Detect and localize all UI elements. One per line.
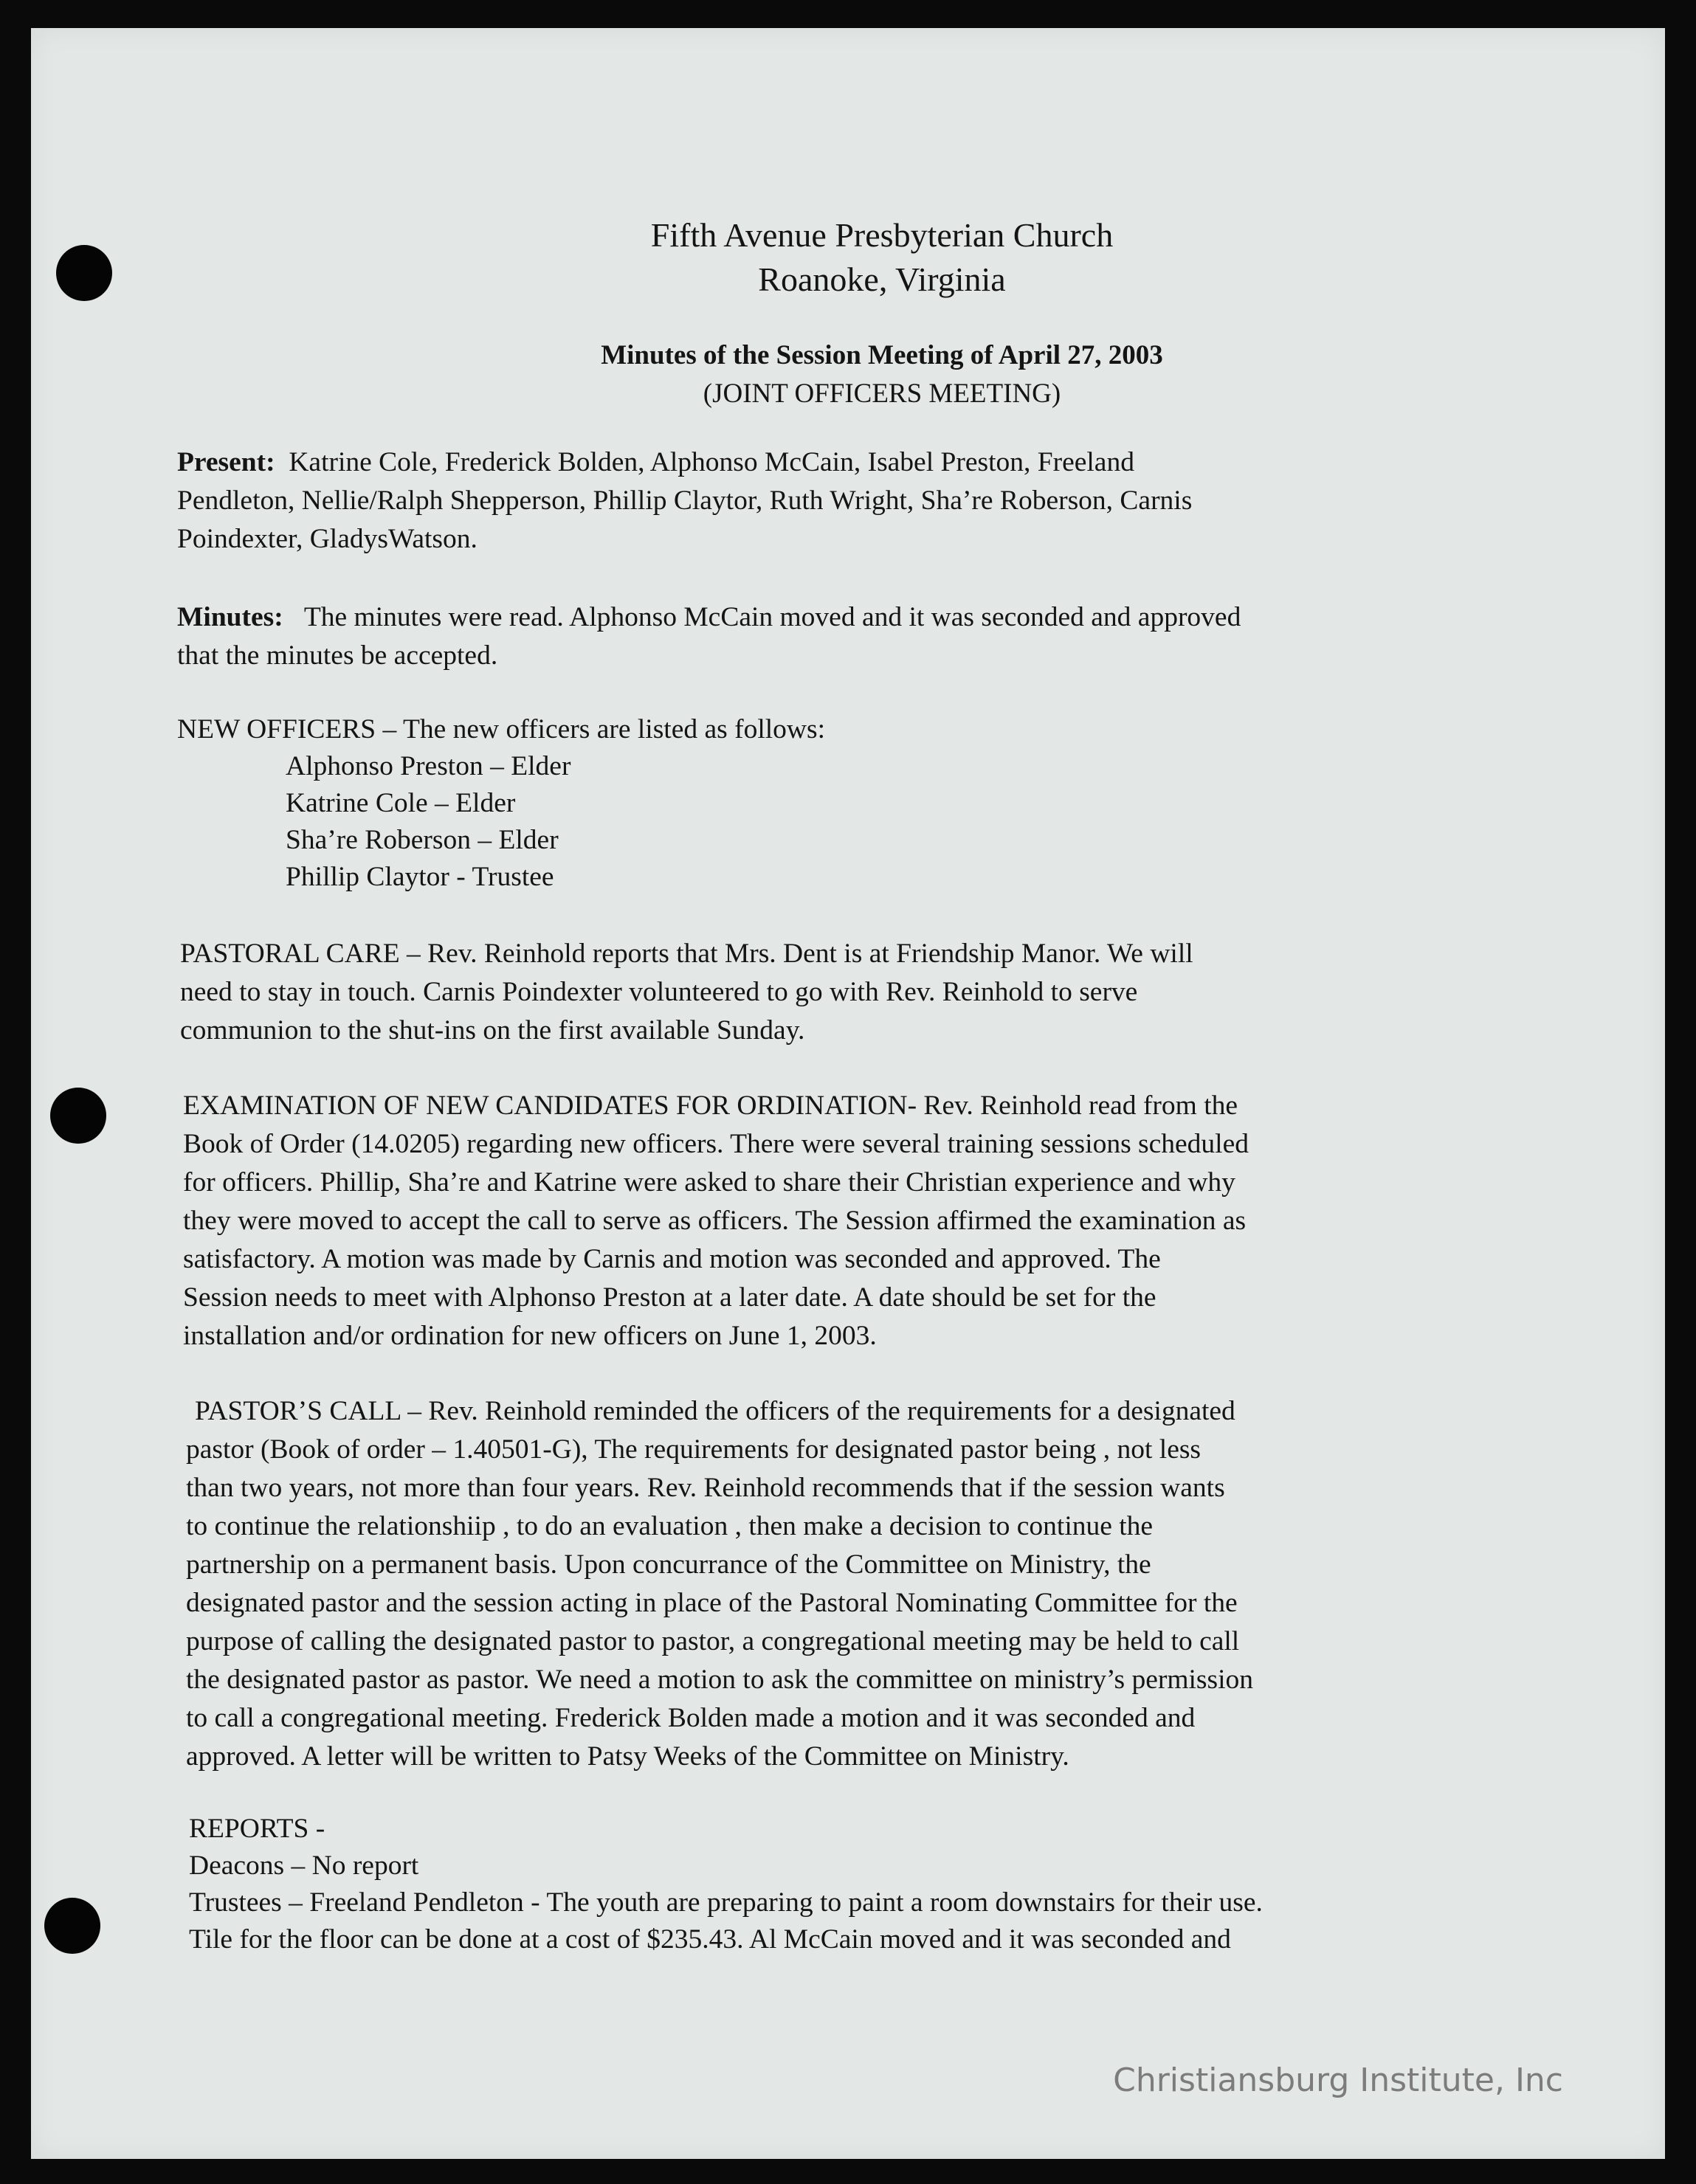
officer-item: Phillip Claytor - Trustee bbox=[286, 862, 554, 892]
pastoral-care-line: need to stay in touch. Carnis Poindexter volunteered to go with Rev. Reinhold to serve bbox=[180, 977, 1138, 1007]
meeting-subtitle: (JOINT OFFICERS MEETING) bbox=[703, 379, 1061, 409]
present-label: Present: bbox=[177, 447, 275, 477]
new-officers-heading: NEW OFFICERS – The new officers are listed as follows: bbox=[177, 714, 826, 744]
present-line-2: Pendleton, Nellie/Ralph Shepperson, Phillip Claytor, Ruth Wright, Sha’re Roberson, Carnis bbox=[177, 485, 1193, 516]
pastors-call-line: PASTOR’S CALL – Rev. Reinhold reminded the officers of the requirements for a designated bbox=[195, 1396, 1235, 1426]
pastors-call-line: purpose of calling the designated pastor to pastor, a congregational meeting may be held to call bbox=[186, 1626, 1240, 1656]
church-name: Fifth Avenue Presbyterian Church bbox=[650, 216, 1114, 254]
examination-line: for officers. Phillip, Sha’re and Katrine were asked to share their Christian experience and why bbox=[183, 1167, 1235, 1198]
pastors-call-line: to continue the relationshiip , to do an evaluation , then make a decision to continue the bbox=[186, 1511, 1154, 1541]
reports-line: Tile for the floor can be done at a cost of $235.43. Al McCain moved and it was seconded and bbox=[189, 1924, 1231, 1955]
pastors-call-line: approved. A letter will be written to Patsy Weeks of the Committee on Ministry. bbox=[186, 1741, 1069, 1772]
minutes-line-1 bbox=[177, 604, 1241, 632]
examination-line: EXAMINATION OF NEW CANDIDATES FOR ORDINATION- Rev. Reinhold read from the bbox=[183, 1091, 1238, 1121]
punch-hole-bottom bbox=[44, 1898, 100, 1954]
pastors-call-line: pastor (Book of order – 1.40501-G), The requirements for designated pastor being , not less bbox=[186, 1434, 1202, 1465]
examination-line: Book of Order (14.0205) regarding new officers. There were several training sessions scheduled bbox=[183, 1129, 1249, 1159]
reports-line: Trustees – Freeland Pendleton - The youth are preparing to paint a room downstairs for their use. bbox=[189, 1887, 1263, 1918]
present-line-3: Poindexter, GladysWatson. bbox=[177, 524, 478, 554]
officer-item: Alphonso Preston – Elder bbox=[286, 751, 571, 781]
officer-item: Sha’re Roberson – Elder bbox=[286, 825, 559, 855]
church-location: Roanoke, Virginia bbox=[758, 260, 1006, 298]
archive-watermark: Christiansburg Institute, Inc bbox=[1113, 2062, 1563, 2099]
minutes-text: The minutes were read. Alphonso McCain moved and it was seconded and approved bbox=[303, 602, 1241, 632]
reports-line: Deacons – No report bbox=[189, 1850, 419, 1881]
minutes-label: Minutes: bbox=[177, 602, 283, 632]
present-line-1 bbox=[177, 449, 1134, 477]
document-page bbox=[31, 28, 1665, 2159]
officer-item: Katrine Cole – Elder bbox=[286, 788, 516, 818]
present-text: Katrine Cole, Frederick Bolden, Alphonso McCain, Isabel Preston, Freeland bbox=[289, 447, 1134, 477]
minutes-line-2: that the minutes be accepted. bbox=[177, 640, 498, 671]
pastoral-care-line: PASTORAL CARE – Rev. Reinhold reports that Mrs. Dent is at Friendship Manor. We will bbox=[180, 939, 1193, 969]
examination-line: satisfactory. A motion was made by Carnis and motion was seconded and approved. The bbox=[183, 1244, 1161, 1274]
pastors-call-line: the designated pastor as pastor. We need a motion to ask the committee on ministry’s permission bbox=[186, 1665, 1254, 1695]
minutes-title: Minutes of the Session Meeting of April 27, 2003 bbox=[601, 340, 1163, 370]
punch-hole-middle bbox=[50, 1088, 106, 1144]
examination-line: Session needs to meet with Alphonso Preston at a later date. A date should be set for the bbox=[183, 1282, 1156, 1313]
pastors-call-line: designated pastor and the session acting in place of the Pastoral Nominating Committee for the bbox=[186, 1588, 1238, 1618]
pastors-call-line: partnership on a permanent basis. Upon concurrance of the Committee on Ministry, the bbox=[186, 1549, 1151, 1580]
reports-line: REPORTS - bbox=[189, 1814, 325, 1844]
pastors-call-line: than two years, not more than four years. Rev. Reinhold recommends that if the session wants bbox=[186, 1473, 1225, 1503]
examination-line: installation and/or ordination for new officers on June 1, 2003. bbox=[183, 1321, 877, 1351]
pastors-call-line: to call a congregational meeting. Frederick Bolden made a motion and it was seconded and bbox=[186, 1703, 1196, 1733]
examination-line: they were moved to accept the call to serve as officers. The Session affirmed the examination as bbox=[183, 1206, 1247, 1236]
pastoral-care-line: communion to the shut-ins on the first available Sunday. bbox=[180, 1015, 805, 1046]
